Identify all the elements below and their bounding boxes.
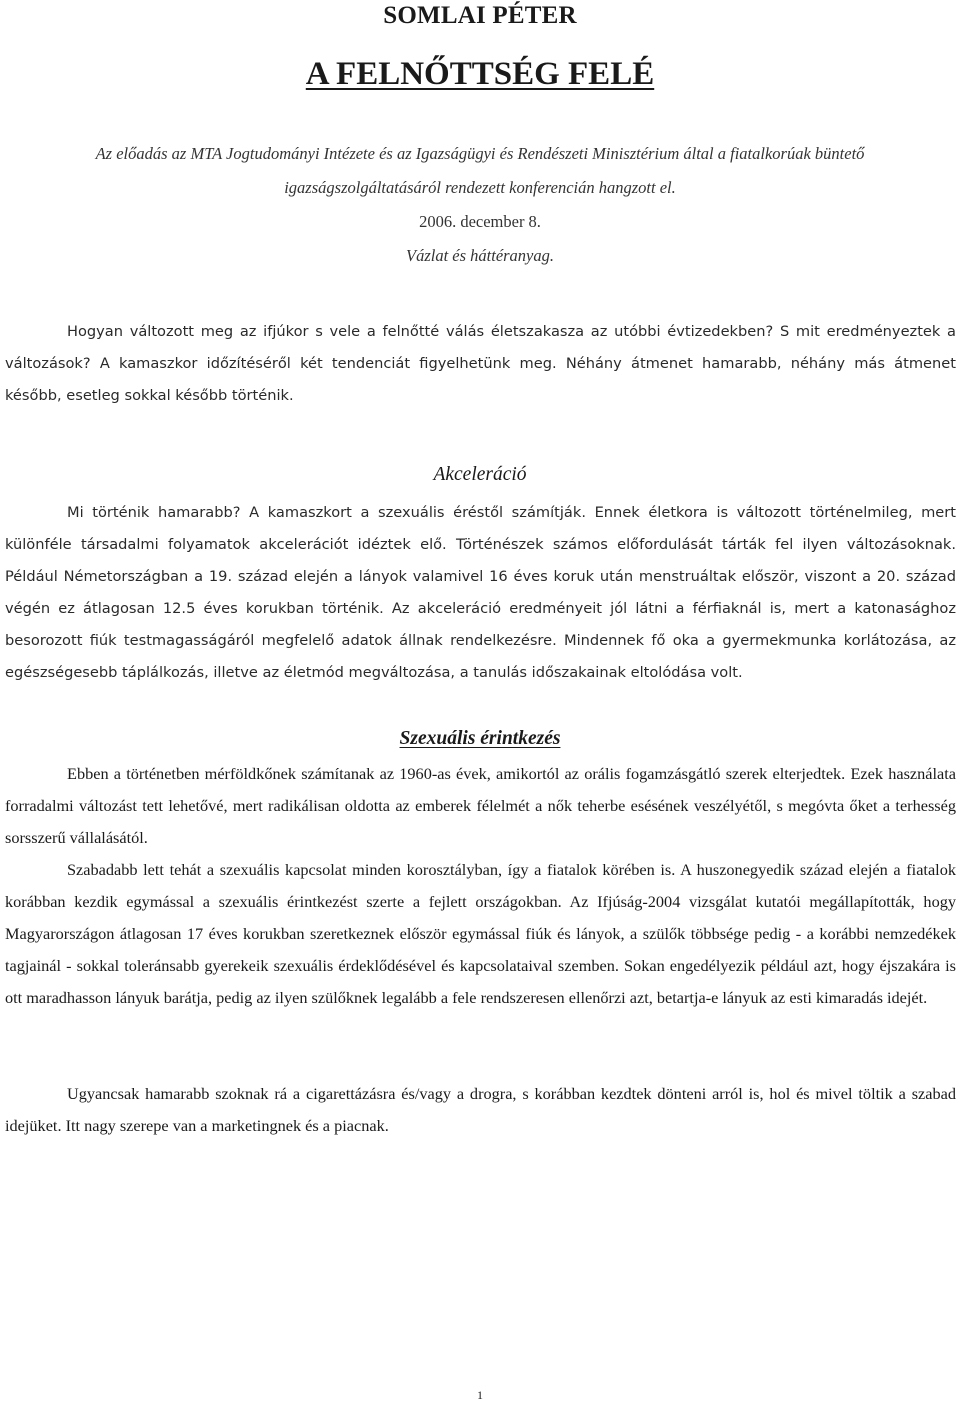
page-number: 1 [477, 1388, 483, 1402]
intro-line-1: Az előadás az MTA Jogtudományi Intézete és az Igazságügyi és Rendészeti Minisztérium által a fiatalkorúak büntető [95, 144, 865, 163]
intro-line-2: igazságszolgáltatásáról rendezett konferencián hangzott el. [284, 178, 676, 197]
section-paragraph: Mi történik hamarabb? A kamaszkort a szexuális éréstől számítják. Ennek életkora is változott történelmileg, mert különféle társadalmi folyamatok akcelerációt idéztek elő. Történészek számos előfordulását tárták fel ilyen változásoknak. Például Németországban a 19. század elején a lányok valamivel 16 éves koruk után menstruáltak először, viszont a 20. század végén ez átlagosan 12.5 éves korukban történik. Az akceleráció eredményeit jól látni a férfiaknál is, mert a katonasághoz besorozott fiúk testmagasságáról megfelelő adatok állnak rendelkezésre. Mindennek fő oka a gyermekmunka korlátozása, az egészségesebb táplálkozás, illetve az életmód megváltozása, a tanulás időszakainak eltolódása volt. [5, 504, 956, 681]
intro-note: Vázlat és háttéranyag. [405, 246, 555, 265]
author-name: SOMLAI PÉTER [383, 2, 577, 29]
section-paragraph: Ebben a történetben mérföldkőnek számítanak az 1960-as évek, amikortól az orális fogamzásgátló szerek elterjedtek. Ezek használata forradalmi változást tett lehetővé, mert radikálisan oldotta az emberek félelmét a nők teherbe esésének veszélyétől, s megóvta őket a terhesség sorsszerű vállalásától. [5, 764, 956, 847]
section-heading-akceleracio: Akceleráció [433, 464, 527, 485]
section-paragraph: Szabadabb lett tehát a szexuális kapcsolat minden korosztályban, így a fiatalok körében is. A huszonegyedik század elején a fiatalok korábban kezdik egymással a szexuális érintkezést szerte a fejlett országokban. Az Ifjúság-2004 vizsgálat kutatói megállapították, hogy Magyarországon átlagosan 17 éves korukban szeretkeznek először egymással fiúk és lányok, a szülők többsége pedig - a korábbi nemzedékek tagjainál - sokkal toleránsabb gyerekeik szexuális érdeklődésével és kapcsolataival szemben. Sokan engedélyezik például azt, hogy éjszakára is ott maradhasson lányuk barátja, pedig az ilyen szülőknek legalább a fele rendszeresen ellenőrzi azt, betartja-e lányuk az esti kimaradás idejét. [5, 860, 956, 1007]
page-title: A FELNŐTTSÉG FELÉ [305, 56, 655, 92]
section-heading-szexualis-erintkezes: Szexuális érintkezés [399, 728, 561, 749]
intro-block [0, 137, 960, 273]
section-paragraph: Ugyancsak hamarabb szoknak rá a cigarettázásra és/vagy a drogra, s korábban kezdtek dönteni arról is, hol és mivel töltik a szabad idejüket. Itt nagy szerepe van a marketingnek és a piacnak. [5, 1084, 956, 1135]
intro-date: 2006. december 8. [419, 212, 541, 231]
lead-paragraph: Hogyan változott meg az ifjúkor s vele a felnőtté válás életszakasza az utóbbi évtizedekben? S mit eredményeztek a változások? A kamaszkor időzítéséről két tendenciát figyelhetünk meg. Néhány átmenet hamarabb, néhány más átmenet később, esetleg sokkal később történik. [5, 323, 956, 404]
